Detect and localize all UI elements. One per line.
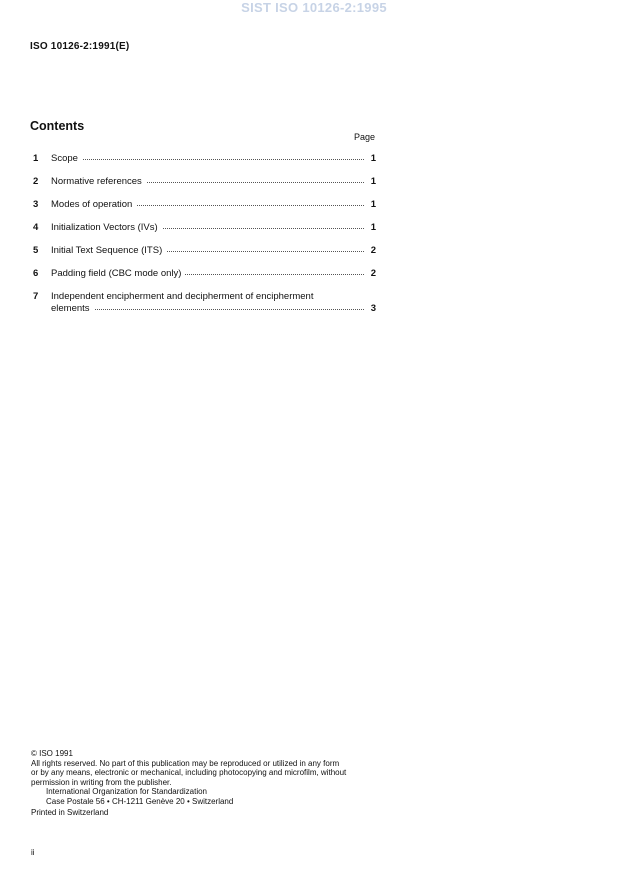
contents-title: Contents	[30, 119, 85, 133]
toc-entry-title: Normative references	[51, 176, 146, 187]
toc-leader-dots	[51, 159, 364, 160]
rights-statement: permission in writing from the publisher.	[31, 777, 172, 787]
toc-entry-title-continued: elements	[51, 303, 94, 314]
toc-entry-number: 1	[33, 153, 39, 164]
document-id: ISO 10126-2:1991(E)	[30, 41, 130, 52]
toc-entry-page: 1	[370, 222, 376, 233]
toc-entry-title: Initial Text Sequence (ITS)	[51, 245, 166, 256]
toc-entry-page: 1	[370, 176, 376, 187]
toc-entry-scope[interactable]	[30, 153, 378, 167]
toc-entry-number: 7	[33, 291, 39, 302]
toc-entry-initial-text-sequence[interactable]	[30, 245, 378, 259]
toc-entry-page: 2	[370, 245, 376, 256]
toc-entry-number: 2	[33, 176, 39, 187]
page-number: ii	[31, 848, 35, 857]
publisher-name: International Organization for Standardization	[46, 787, 207, 796]
toc-entry-title: Independent encipherment and decipherment of encipherment	[51, 291, 314, 302]
toc-entry-independent-encipherment[interactable]	[30, 291, 378, 317]
toc-entry-page: 2	[370, 268, 376, 279]
toc-entry-title: Initialization Vectors (IVs)	[51, 222, 162, 233]
publisher-address: Case Postale 56 • CH-1211 Genève 20 • Switzerland	[46, 796, 234, 806]
toc-entry-number: 4	[33, 222, 39, 233]
toc-entry-modes-of-operation[interactable]	[30, 199, 378, 213]
toc-entry-title: Padding field (CBC mode only)	[51, 268, 185, 279]
toc-entry-page: 3	[370, 303, 376, 314]
toc-entry-initialization-vectors[interactable]	[30, 222, 378, 236]
watermark: SIST ISO 10126-2:1995	[241, 0, 387, 15]
toc-entry-normative-references[interactable]	[30, 176, 378, 190]
toc-entry-padding-field[interactable]	[30, 268, 378, 282]
copyright-notice	[31, 749, 381, 806]
copyright-line: © ISO 1991	[31, 749, 73, 758]
toc-entry-number: 5	[33, 245, 39, 256]
toc-entry-title: Scope	[51, 153, 82, 164]
toc-entry-page: 1	[370, 153, 376, 164]
toc-leader-dots	[51, 309, 364, 310]
printed-in: Printed in Switzerland	[31, 808, 109, 817]
page-column-header: Page	[354, 132, 376, 142]
rights-statement: or by any means, electronic or mechanical, including photocopying and microfilm, without	[31, 768, 347, 777]
toc-entry-number: 3	[33, 199, 39, 210]
rights-statement: All rights reserved. No part of this publication may be reproduced or utilized in any form	[31, 758, 340, 768]
toc-entry-number: 6	[33, 268, 39, 279]
toc-entry-page: 1	[370, 199, 376, 210]
toc-entry-title: Modes of operation	[51, 199, 136, 210]
